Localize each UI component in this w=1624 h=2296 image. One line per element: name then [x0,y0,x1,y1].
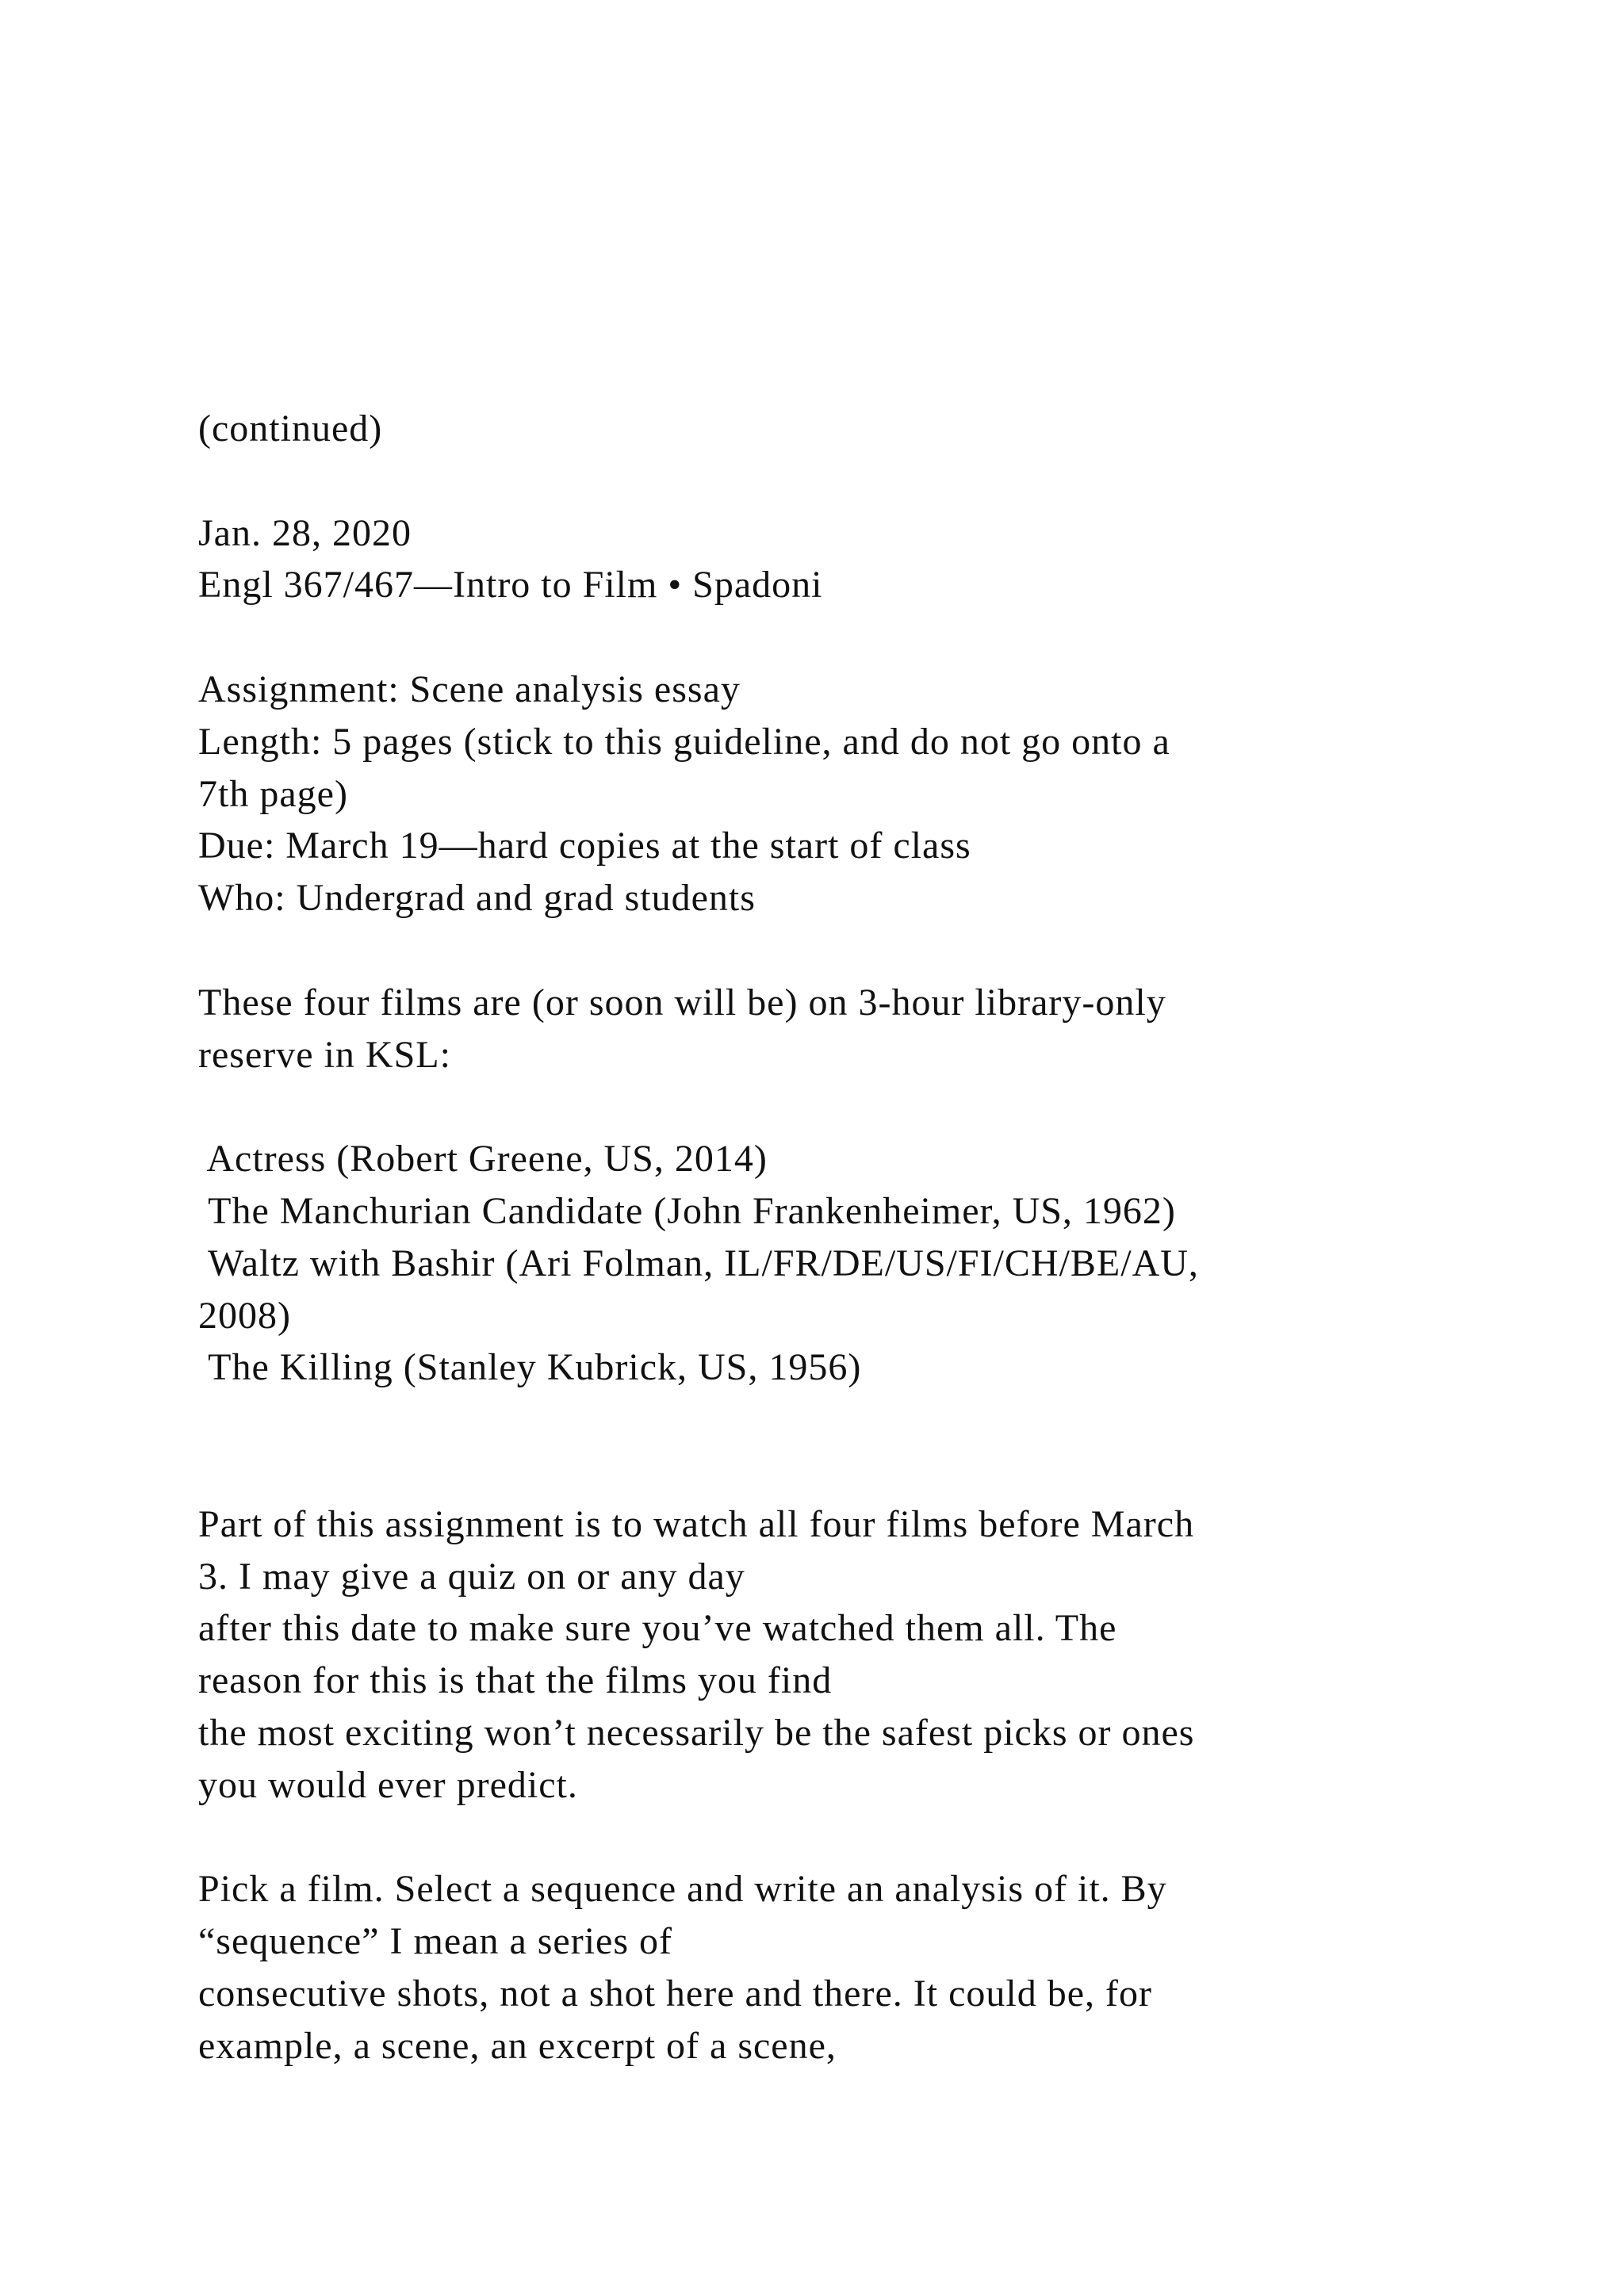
paragraph-line: the most exciting won’t necessarily be the safest picks or ones [198,1711,1195,1754]
paragraph-line: example, a scene, an excerpt of a scene, [198,2024,837,2067]
blank-line [198,611,1499,664]
reserve-line-continued: reserve in KSL: [198,1033,451,1076]
film-item: The Killing (Stanley Kubrick, US, 1956) [198,1346,862,1389]
paragraph-line: consecutive shots, not a shot here and there. It could be, for [198,1972,1152,2015]
paragraph-line: Part of this assignment is to watch all four films before March [198,1502,1195,1545]
paragraph-line: reason for this is that the films you find [198,1659,833,1702]
film-item-continued: 2008) [198,1294,291,1337]
who-line: Who: Undergrad and grad students [198,877,756,920]
paragraph-line: after this date to make sure you’ve watched them all. The [198,1607,1117,1650]
film-item: The Manchurian Candidate (John Frankenheimer, US, 1962) [198,1189,1176,1232]
date-line: Jan. 28, 2020 [198,511,412,554]
film-item: Waltz with Bashir (Ari Folman, IL/FR/DE/US/FI/CH/BE/AU, [198,1242,1199,1284]
paragraph-line: “sequence” I mean a series of [198,1920,673,1963]
paragraph-line: you would ever predict. [198,1763,578,1806]
blank-line [198,1394,1499,1446]
blank-line [198,924,1499,977]
assignment-line: Assignment: Scene analysis essay [198,668,741,710]
due-line: Due: March 19—hard copies at the start of class [198,825,971,867]
length-line-continued: 7th page) [198,772,348,815]
continued-label: (continued) [198,408,383,450]
reserve-line: These four films are (or soon will be) on 3-hour library-only [198,981,1166,1024]
film-item: Actress (Robert Greene, US, 2014) [198,1138,768,1181]
document-body [198,403,1499,2072]
paragraph-line: Pick a film. Select a sequence and write an analysis of it. By [198,1868,1167,1911]
blank-line [198,1446,1499,1498]
blank-line [198,455,1499,507]
blank-line [198,1081,1499,1133]
course-line: Engl 367/467—Intro to Film • Spadoni [198,564,823,607]
length-line: Length: 5 pages (stick to this guideline, and do not go onto a [198,720,1170,763]
paragraph-line: 3. I may give a quiz on or any day [198,1555,745,1598]
blank-line [198,1812,1499,1864]
